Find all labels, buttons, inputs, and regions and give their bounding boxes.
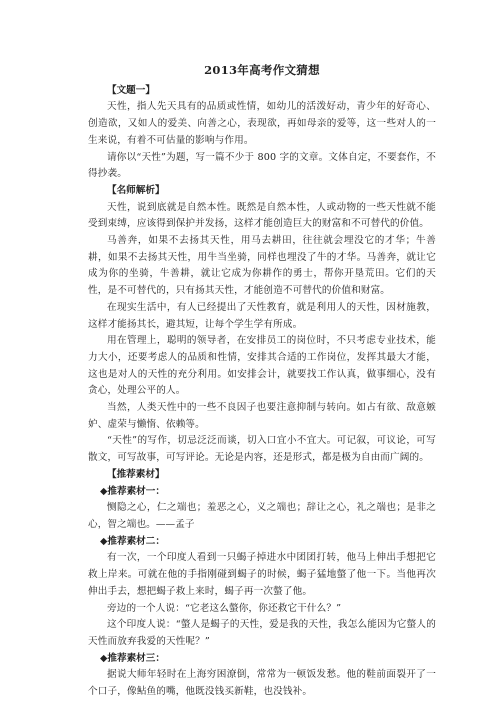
paragraph: 请你以“天性”为题，写一篇不少于 800 字的文章。文体自定，不要套作，不得抄袭。 bbox=[88, 151, 436, 180]
paragraph: 据说大师年轻时在上海穷困潦倒，常常为一顿饭发愁。他的鞋前面裂开了一个口子，像鲇鱼的嘴，他既没钱买新鞋，也没钱补。 bbox=[88, 669, 436, 698]
section-heading: 【推荐素材】 bbox=[107, 468, 165, 480]
section-recommended-materials bbox=[88, 467, 436, 701]
paragraph: 用在管理上，聪明的领导者，在安排员工的岗位时，不只考虑专业技术，能力大小，还要考虑人的品质和性情，安排其合适的工作岗位，发挥其最大才能，这也是对人的天性的充分利用。如安排会计，就要找工作认真，做事细心，没有贪心，处理公平的人。 bbox=[88, 335, 436, 397]
paragraph: 在现实生活中，有人已经提出了天性教育，就是利用人的天性，因材施教，这样才能扬其长，避其短，让每个学生学有所成。 bbox=[88, 301, 436, 330]
section-heading: 【文题一】 bbox=[107, 84, 155, 96]
paragraph: 当然，人类天性中的一些不良因子也要注意抑制与转向。如占有欲、敌意嫉妒、虚荣与懒惰、依赖等。 bbox=[88, 402, 436, 430]
paragraph: 有一次，一个印度人看到一只蝎子掉进水中团团打转，他马上伸出手想把它救上岸来。可就在他的手指刚碰到蝎子的时候，蝎子猛地螫了他一下。当他再次伸出手去，想把蝎子救上来时，蝎子再一次螫了他。 bbox=[88, 552, 436, 597]
paragraph: “天性”的写作，切忌泛泛而谈，切入口宜小不宜大。可记叙，可议论，可写散文，可写故事，可写评论。无论是内容，还是形式，都是极为自由而广阔的。 bbox=[88, 435, 436, 464]
material-label: ◆推荐素材三： bbox=[100, 652, 165, 664]
document-title: 2013年高考作文猜想 bbox=[204, 63, 320, 77]
paragraph: 马善奔，如果不去扬其天性，用马去耕田，往往就会埋没它的才华；牛善耕，如果不去扬其天性，用牛当坐骑，同样也埋没了牛的才华。马善奔，就让它成为你的坐骑，牛善耕，就让它成为你耕作的勇士，帮你开垦荒田。它们的天性，是不可替代的，只有扬其天性，才能创造不可替代的价值和财富。 bbox=[88, 235, 436, 297]
section-heading: 【名师解析】 bbox=[107, 184, 165, 196]
paragraph: 这个印度人说：“螫人是蝎子的天性，爱是我的天性，我怎么能因为它螫人的天性而放弃我爱的天性呢？” bbox=[88, 619, 436, 647]
section-essay-topic bbox=[88, 83, 436, 183]
section-teacher-analysis bbox=[88, 183, 436, 467]
paragraph: 天性，指人先天具有的品质或性情，如幼儿的活泼好动，青少年的好奇心、创造欲，又如人的爱美、向善之心，表现欲，再如母亲的爱等，这一些对人的一生来说，有着不可估量的影响与作用。 bbox=[88, 101, 436, 146]
paragraph: 旁边的一个人说：“它老这么螫你，你还救它干什么？” bbox=[107, 602, 342, 614]
paragraph: 恻隐之心，仁之端也；羞恶之心，义之端也；辞让之心，礼之端也；是非之心，智之端也。——孟子 bbox=[88, 502, 436, 530]
material-label: ◆推荐素材二： bbox=[100, 535, 165, 547]
material-label: ◆推荐素材一： bbox=[100, 485, 165, 497]
paragraph: 天性，说到底就是自然本性。既然是自然本性，人或动物的一些天性就不能受到束缚，应该得到保护并发扬，这样才能创造巨大的财富和不可替代的价值。 bbox=[88, 201, 436, 230]
